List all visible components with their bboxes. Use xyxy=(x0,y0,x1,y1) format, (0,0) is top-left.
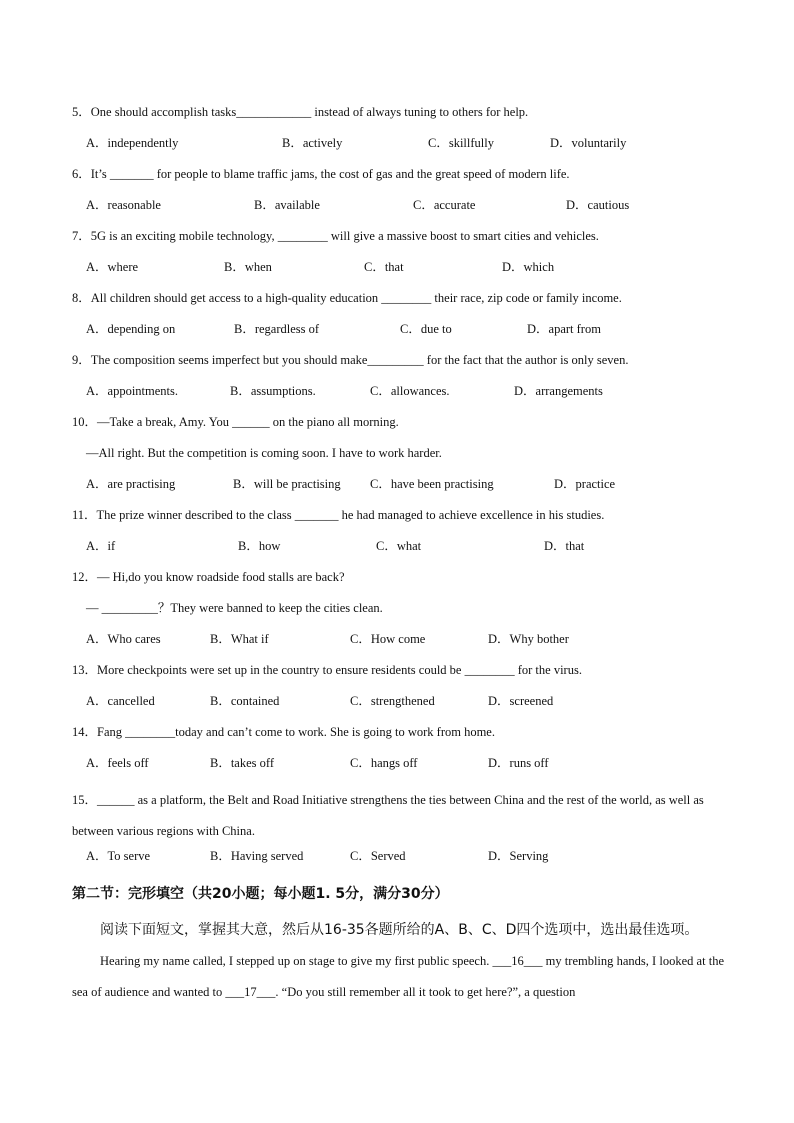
option-d: D．Why bother xyxy=(488,632,569,646)
option-a: A．where xyxy=(86,260,139,274)
option-b: B．assumptions. xyxy=(230,384,316,398)
question-12: 12．— Hi,do you know roadside food stalls are back? xyxy=(72,570,345,584)
option-c: C．that xyxy=(364,260,404,274)
option-a: A．cancelled xyxy=(86,694,155,708)
option-b: B．contained xyxy=(210,694,280,708)
question-11: 11．The prize winner described to the class _______ he had managed to achieve excellence in his studies. xyxy=(72,508,605,522)
question-10: 10．—Take a break, Amy. You ______ on the piano all morning. xyxy=(72,415,399,429)
option-a: A．feels off xyxy=(86,756,149,770)
option-d: D．screened xyxy=(488,694,554,708)
option-c: C．strengthened xyxy=(350,694,435,708)
option-c: C．due to xyxy=(400,322,452,336)
options-7 xyxy=(72,258,724,289)
option-a: A．if xyxy=(86,539,116,553)
option-c: C．allowances. xyxy=(370,384,450,398)
options-13 xyxy=(72,692,724,723)
question-7: 7．5G is an exciting mobile technology, ________ will give a massive boost to smart cities and vehicles. xyxy=(72,229,599,243)
option-a: A．depending on xyxy=(86,322,176,336)
question-5: 5．One should accomplish tasks____________ instead of always tuning to others for help. xyxy=(72,105,529,119)
option-b: B．Having served xyxy=(210,849,304,863)
section-instruction: 阅读下面短文，掌握其大意，然后从16-35各题所给的A、B、C、D四个选项中，选出最佳选项。 xyxy=(100,922,699,938)
question-9: 9．The composition seems imperfect but you should make_________ for the fact that the author is only seven. xyxy=(72,353,629,367)
options-14 xyxy=(72,754,724,785)
option-d: D．Serving xyxy=(488,849,549,863)
question-10-reply: —All right. But the competition is coming soon. I have to work harder. xyxy=(86,446,442,460)
option-d: D．cautious xyxy=(566,198,630,212)
option-b: B．will be practising xyxy=(233,477,341,491)
option-a: A．reasonable xyxy=(86,198,161,212)
option-c: C．what xyxy=(376,539,422,553)
option-b: B．when xyxy=(224,260,272,274)
option-d: D．arrangements xyxy=(514,384,603,398)
option-c: C．have been practising xyxy=(370,477,494,491)
options-8 xyxy=(72,320,724,351)
option-d: D．that xyxy=(544,539,585,553)
passage-paragraph xyxy=(72,946,724,1008)
option-b: B．takes off xyxy=(210,756,274,770)
options-10 xyxy=(72,475,724,506)
options-5 xyxy=(72,134,724,165)
option-d: D．voluntarily xyxy=(550,136,627,150)
option-c: C．accurate xyxy=(413,198,476,212)
option-c: C．skillfully xyxy=(428,136,494,150)
option-a: A．Who cares xyxy=(86,632,161,646)
option-b: B．What if xyxy=(210,632,269,646)
question-6: 6．It’s _______ for people to blame traffic jams, the cost of gas and the great speed of modern life. xyxy=(72,167,570,181)
option-d: D．practice xyxy=(554,477,616,491)
passage-text-1: Hearing my name called, I stepped up on stage to give my first public speech. xyxy=(100,954,493,968)
options-12 xyxy=(72,630,724,661)
option-a: A．are practising xyxy=(86,477,176,491)
option-b: B．regardless of xyxy=(234,322,320,336)
question-12-reply: — _________？They were banned to keep the cities clean. xyxy=(86,601,383,615)
option-b: B．available xyxy=(254,198,320,212)
blank-17: ___17___ xyxy=(225,985,276,999)
option-c: C．Served xyxy=(350,849,406,863)
question-8: 8．All children should get access to a high-quality education ________ their race, zip code or family income. xyxy=(72,291,622,305)
options-15 xyxy=(72,847,724,878)
question-15: 15．______ as a platform, the Belt and Road Initiative strengthens the ties between China and the rest of the world, as well as between various regions with China. xyxy=(72,793,704,838)
option-d: D．runs off xyxy=(488,756,549,770)
option-c: C．hangs off xyxy=(350,756,418,770)
option-c: C．How come xyxy=(350,632,426,646)
option-a: A．To serve xyxy=(86,849,151,863)
option-d: D．apart from xyxy=(527,322,601,336)
options-6 xyxy=(72,196,724,227)
option-a: A．independently xyxy=(86,136,179,150)
option-a: A．appointments. xyxy=(86,384,179,398)
option-d: D．which xyxy=(502,260,555,274)
options-9 xyxy=(72,382,724,413)
option-b: B．actively xyxy=(282,136,343,150)
question-13: 13．More checkpoints were set up in the country to ensure residents could be ________ for the virus. xyxy=(72,663,582,677)
option-b: B．how xyxy=(238,539,281,553)
section-heading: 第二节：完形填空（共20小题；每小题1. 5分，满分30分） xyxy=(72,886,449,902)
passage-text-2: my trembling hands, I looked at the sea of audience and wanted to xyxy=(72,954,724,999)
question-14: 14．Fang ________today and can’t come to work. She is going to work from home. xyxy=(72,725,495,739)
blank-16: ___16___ xyxy=(492,954,543,968)
passage-text-3: . “Do you still remember all it took to get here?”, a question xyxy=(275,985,576,999)
options-11 xyxy=(72,537,724,568)
